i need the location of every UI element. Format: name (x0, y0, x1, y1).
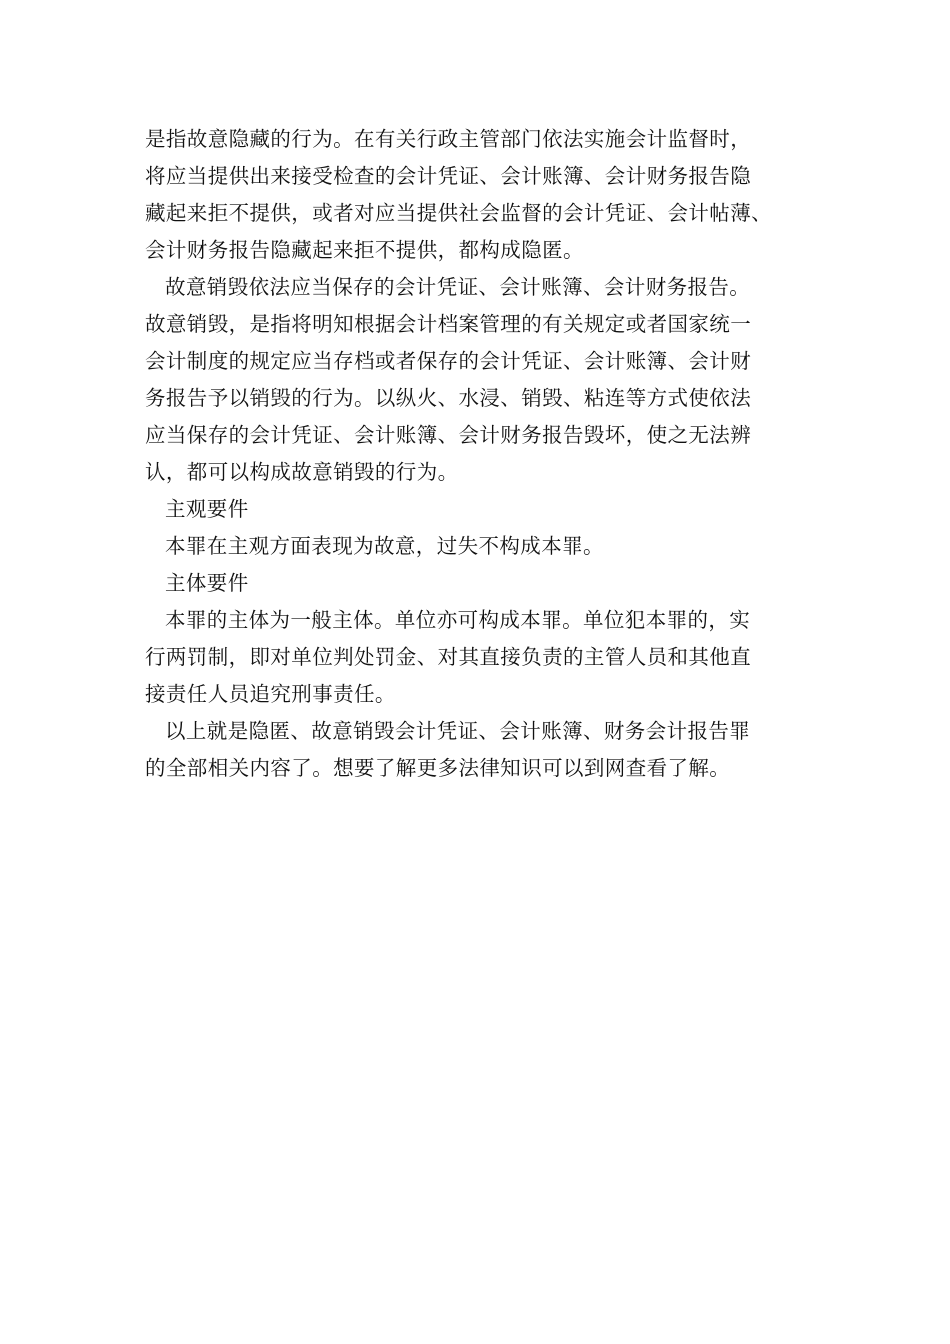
paragraph-line: 接责任人员追究刑事责任。 (145, 682, 396, 706)
paragraph-line: 本罪的主体为一般主体。单位亦可构成本罪。单位犯本罪的，实 (165, 608, 751, 632)
document-body (145, 121, 835, 787)
paragraph-line: 行两罚制，即对单位判处罚金、对其直接负责的主管人员和其他直 (145, 645, 752, 669)
paragraph-line: 以上就是隐匿、故意销毁会计凭证、会计账簿、财务会计报告罪 (165, 719, 751, 743)
paragraph-line: 的全部相关内容了。想要了解更多法律知识可以到网查看了解。 (145, 756, 731, 780)
paragraph-line: 故意销毁依法应当保存的会计凭证、会计账簿、会计财务报告。 (165, 275, 751, 299)
paragraph-line: 应当保存的会计凭证、会计账簿、会计财务报告毁坏，使之无法辨 (145, 423, 752, 447)
paragraph-line: 务报告予以销毁的行为。以纵火、水浸、销毁、粘连等方式使依法 (145, 386, 752, 410)
paragraph-line: 本罪在主观方面表现为故意，过失不构成本罪。 (165, 534, 604, 558)
paragraph-line: 会计制度的规定应当存档或者保存的会计凭证、会计账簿、会计财 (145, 349, 752, 373)
paragraph-line: 将应当提供出来接受检查的会计凭证、会计账簿、会计财务报告隐 (145, 164, 752, 188)
paragraph-line: 故意销毁，是指将明知根据会计档案管理的有关规定或者国家统一 (145, 312, 752, 336)
paragraph-line: 认，都可以构成故意销毁的行为。 (145, 460, 459, 484)
section-heading: 主观要件 (165, 497, 249, 521)
paragraph-line: 藏起来拒不提供，或者对应当提供社会监督的会计凭证、会计帖薄、 (145, 201, 772, 225)
section-heading: 主体要件 (165, 571, 249, 595)
paragraph-line: 会计财务报告隐藏起来拒不提供，都构成隐匿。 (145, 238, 584, 262)
paragraph-line: 是指故意隐藏的行为。在有关行政主管部门依法实施会计监督时， (145, 127, 752, 151)
